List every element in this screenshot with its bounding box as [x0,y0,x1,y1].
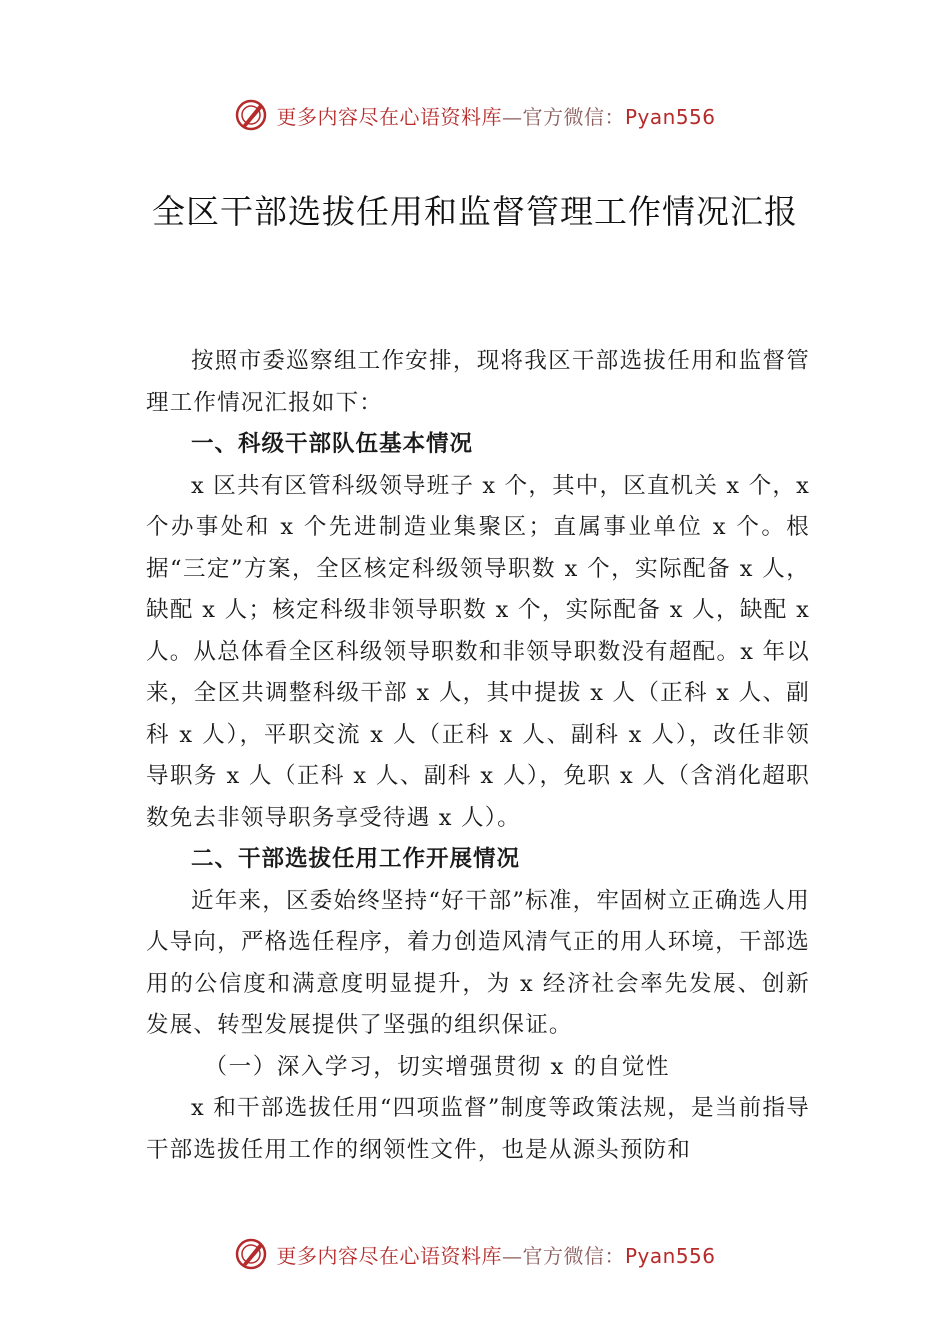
footer-banner-text: 更多内容尽在心语资料库—官方微信：Pyan556 [276,1243,716,1268]
quill-seal-icon [234,98,268,132]
section1-paragraph: x 区共有区管科级领导班子 x 个，其中，区直机关 x 个，x 个办事处和 x 个先进制造业集聚区；直属事业单位 x 个。根据“三定”方案，全区核定科级领导职数 x 个，实际配备 x 人，缺配 x 人；核定科级非领导职数 x 个，实际配备 x 人，缺配 x 人。从总体看全区科级领导职数和非领导职数没有超配。x 年以来，全区共调整科级干部 x 人，其中提拔 x 人（正科 x 人、副科 x 人），平职交流 x 人（正科 x 人、副科 x 人），改任非领导职务 x 人（正科 x 人、副科 x 人），免职 x 人（含消化超职数免去非领导职务享受待遇 x 人）。 [146,472,810,831]
section1-heading: 一、科级干部队伍基本情况 [191,431,474,457]
intro-paragraph: 按照市委巡察组工作安排，现将我区干部选拔任用和监督管理工作情况汇报如下： [146,348,810,416]
quill-seal-icon [234,1237,268,1271]
footer-banner [0,1234,950,1274]
document-title: 全区干部选拔任用和监督管理工作情况汇报 [152,192,798,231]
section2-heading: 二、干部选拔任用工作开展情况 [191,846,521,872]
subsection1-paragraph: x 和干部选拔任用“四项监督”制度等政策法规，是当前指导干部选拔任用工作的纲领性文件，也是从源头预防和 [146,1095,810,1163]
section2-paragraph: 近年来，区委始终坚持“好干部”标准，牢固树立正确选人用人导向，严格选任程序，着力创造风清气正的用人环境，干部选用的公信度和满意度明显提升，为 x 经济社会率先发展、创新发展、转型发展提供了坚强的组织保证。 [146,887,810,1038]
header-banner [0,95,950,135]
subsection1-heading: （一）深入学习，切实增强贯彻 x 的自觉性 [204,1053,671,1080]
document-body [146,341,810,1171]
header-banner-text: 更多内容尽在心语资料库—官方微信：Pyan556 [276,104,716,129]
